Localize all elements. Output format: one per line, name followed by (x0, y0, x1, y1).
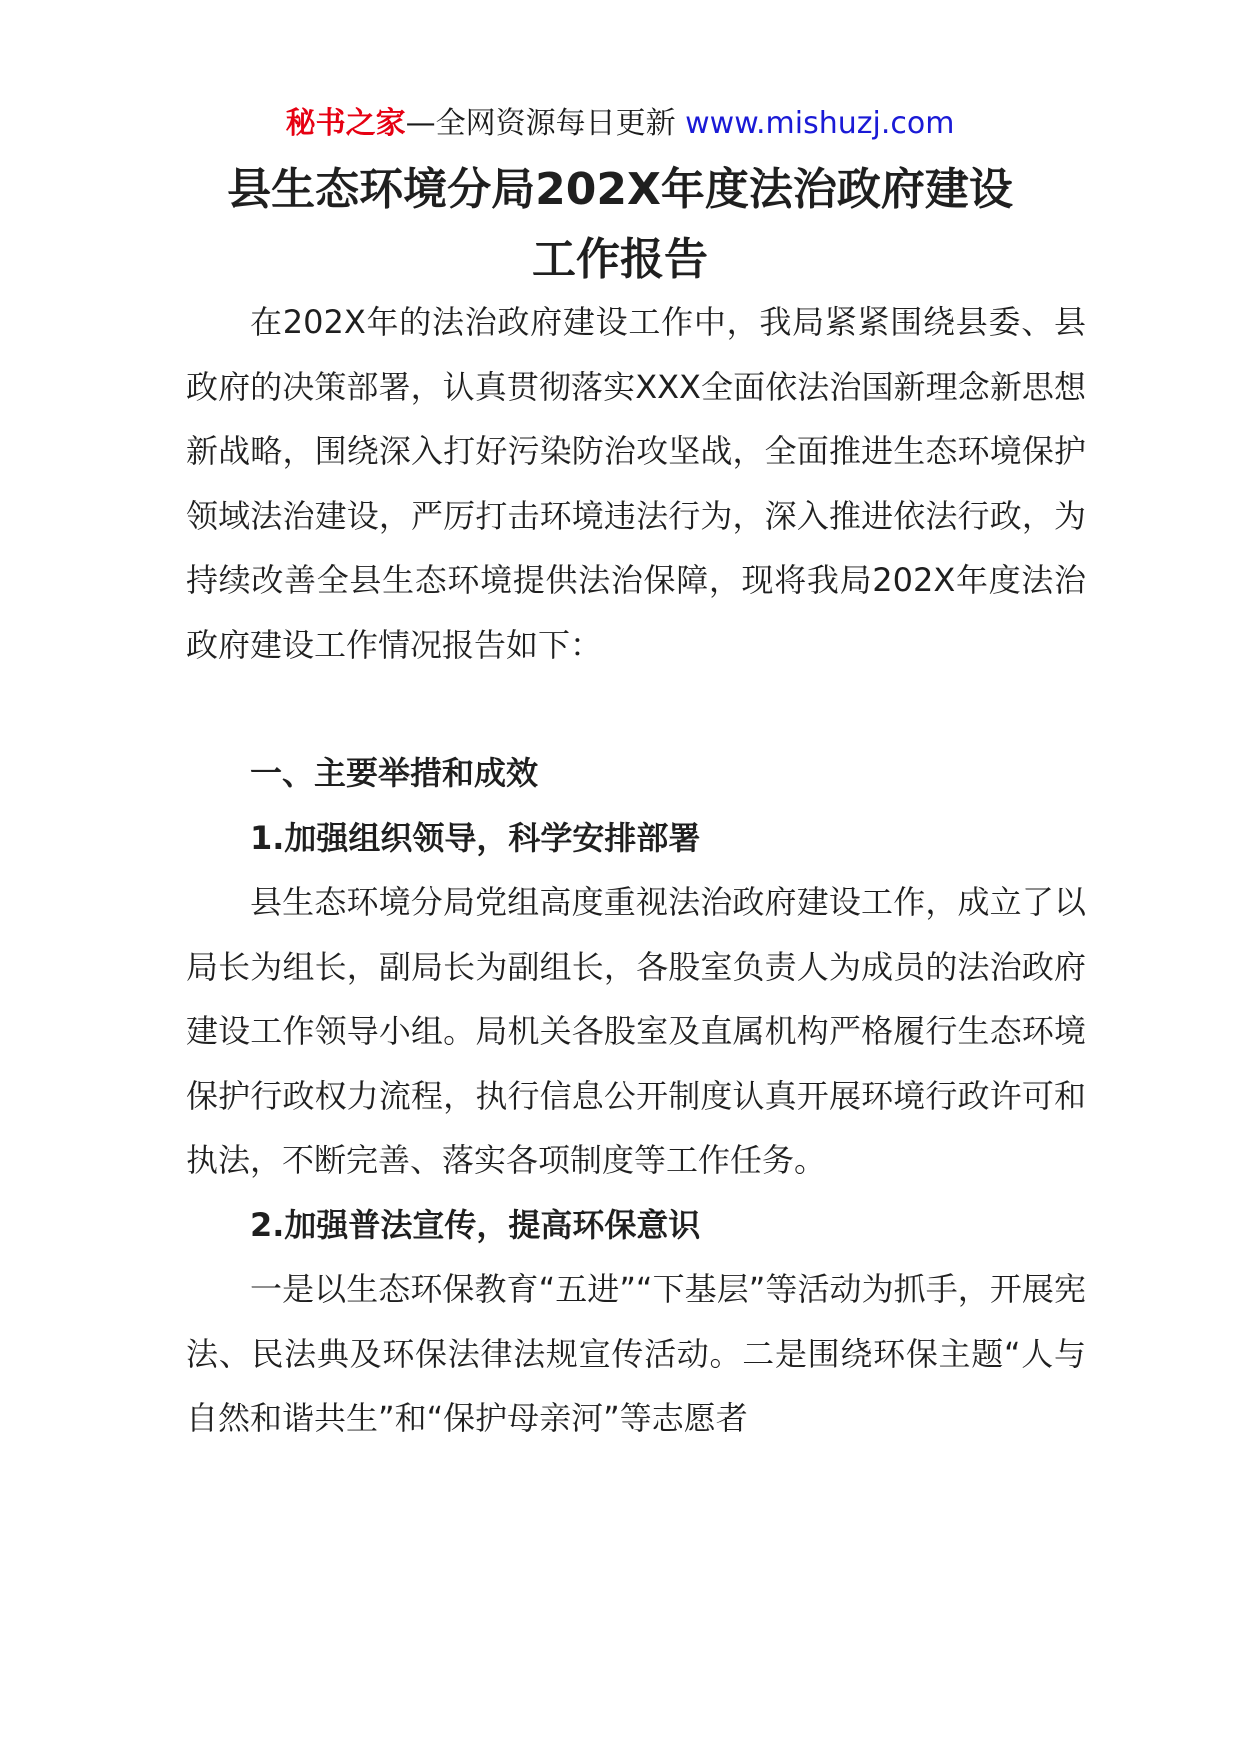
subsection-2-paragraph: 一是以生态环保教育“五进”“下基层”等活动为抓手，开展宪法、民法典及环保法律法规宣传活动。二是围绕环保主题“人与自然和谐共生”和“保护母亲河”等志愿者 (186, 1270, 1086, 1437)
document-body (186, 290, 1086, 1451)
website-link[interactable]: www.mishuzj.com (685, 106, 955, 141)
subsection-1-heading: 1.加强组织领导，科学安排部署 (250, 818, 701, 857)
paragraph-spacer (186, 677, 1086, 741)
intro-paragraph: 在202X年的法治政府建设工作中，我局紧紧围绕县委、县政府的决策部署，认真贯彻落实XXX全面依法治国新理念新思想新战略，围绕深入打好污染防治攻坚战，全面推进生态环境保护领域法治建设，严厉打击环境违法行为，深入推进依法行政，为持续改善全县生态环境提供法治保障，现将我局202X年度法治政府建设工作情况报告如下： (186, 303, 1086, 664)
document-title-line-1: 县生态环境分局202X年度法治政府建设 (227, 164, 1013, 215)
subsection-2-heading: 2.加强普法宣传，提高环保意识 (250, 1205, 701, 1244)
document-title-line-2: 工作报告 (532, 234, 708, 285)
section-1-heading: 一、主要举措和成效 (250, 754, 539, 792)
subsection-1-paragraph: 县生态环境分局党组高度重视法治政府建设工作，成立了以局长为组长，副局长为副组长，各股室负责人为成员的法治政府建设工作领导小组。局机关各股室及直属机构严格履行生态环境保护行政权力流程，执行信息公开制度认真开展环境行政许可和执法，不断完善、落实各项制度等工作任务。 (186, 883, 1086, 1179)
brand-name: 秘书之家 (285, 106, 406, 141)
header-banner (0, 104, 1240, 144)
banner-tagline: —全网资源每日更新 (405, 106, 686, 141)
